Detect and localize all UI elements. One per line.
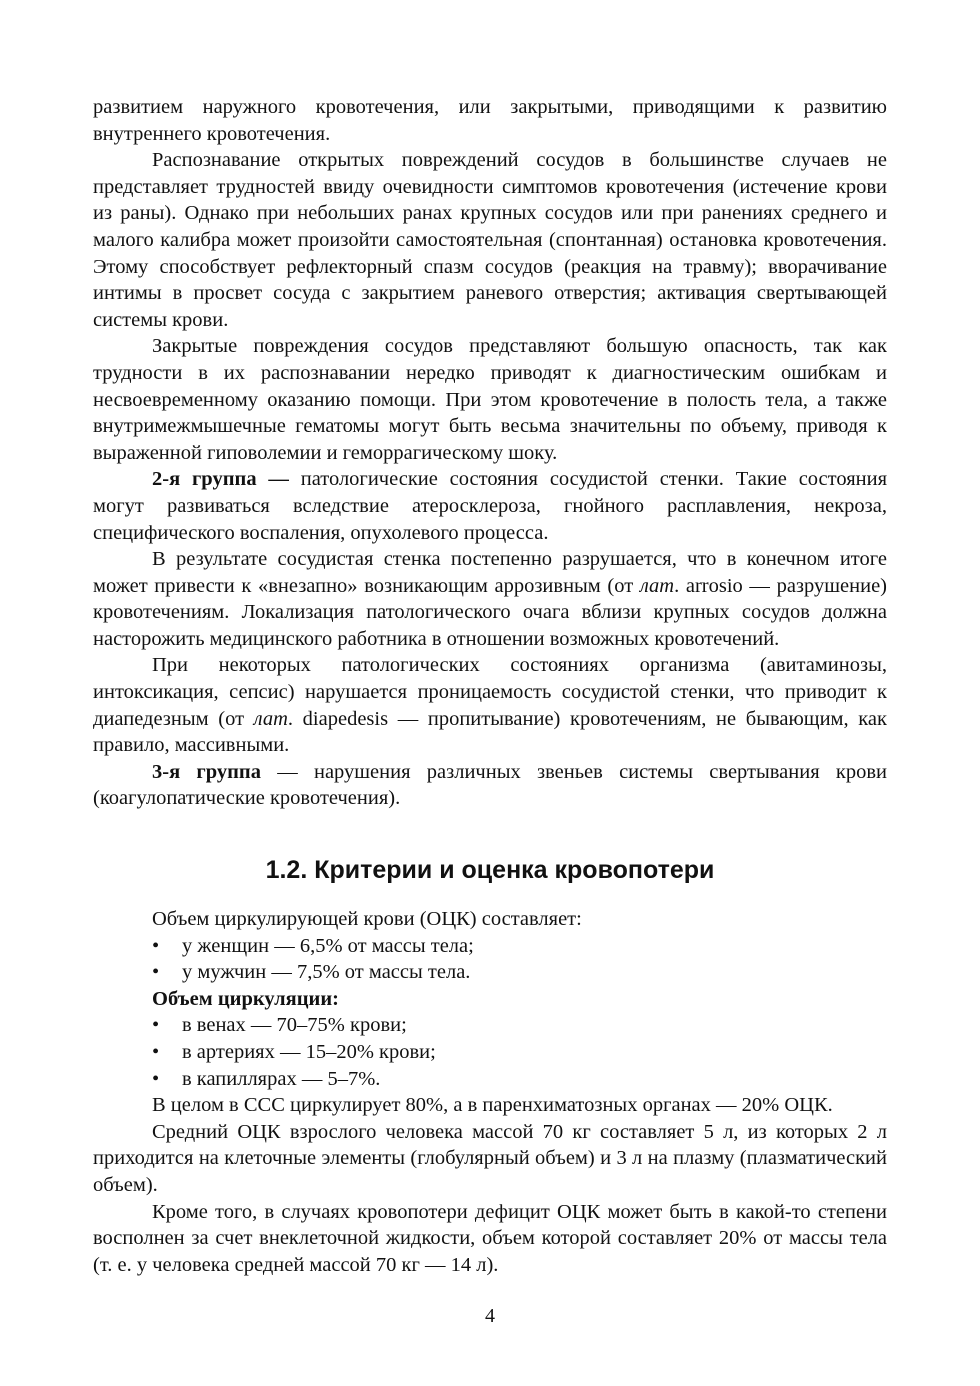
paragraph-css-circulation: В целом в ССС циркулирует 80%, а в паренхиматозных органах — 20% ОЦК. — [152, 1094, 833, 1117]
group-3-text: — нарушения различных звеньев системы свертывания крови (коагулопатические кровотечения). — [93, 760, 887, 810]
paragraph-group-3 — [93, 759, 887, 812]
bullet-icon: • — [152, 934, 160, 957]
bullet-icon: • — [152, 1014, 160, 1037]
list-item: • у мужчин — 7,5% от массы тела. — [93, 959, 887, 986]
group-2-text: патологические состояния сосудистой стенки. Такие состояния могут развиваться вследствие атеросклероза, гнойного расплавления, некроза, специфического воспаления, опухолевого процесса. — [93, 468, 888, 544]
paragraph-arrosive-bleeding: В результате сосудистая стенка постепенно разрушается, что в конечном итоге может привести к «внезапно» возникающим аррозивным (от лат. arrosio — разрушение) кровотечениям. Локализация патологического очага вблизи крупных сосудов должна насторожить медицинского работника в отношении возможных кровотечений. — [93, 548, 888, 650]
circulation-list — [93, 1012, 887, 1092]
list-item: • в артериях — 15–20% крови; — [93, 1039, 887, 1066]
bottom-text-section — [93, 906, 887, 1278]
group-2-label: 2-я группа — — [152, 468, 289, 491]
circulation-subheading: Объем циркуляции: — [152, 987, 339, 1010]
paragraph-deficit: Кроме того, в случаях кровопотери дефицит ОЦК может быть в какой-то степени восполнен за счет внеклеточной жидкости, объем которой составляет 20% от массы тела (т. е. у человека средней массой 70 кг — 14 л). — [93, 1200, 887, 1276]
top-text-section — [93, 94, 887, 812]
paragraph-diapedesis: При некоторых патологических состояниях организма (авитаминозы, интоксикация, сепсис) нарушается проницаемость сосудистой стенки, что приводит к диапедезным (от лат. diapedesis — пропитывание) кровотечениям, не бывающим, как правило, массивными. — [93, 654, 887, 757]
bullet-icon: • — [152, 1040, 160, 1063]
page-number: 4 — [485, 1305, 495, 1327]
bullet-icon: • — [152, 1067, 160, 1090]
paragraph-average-bcv: Средний ОЦК взрослого человека массой 70 кг составляет 5 л, из которых 2 л приходится на клеточные элементы (глобулярный объем) и 3 л на плазму (плазматический объем). — [93, 1120, 887, 1196]
paragraph-closed-injuries: Закрытые повреждения сосудов представляют большую опасность, так как трудности в их распознавании нередко приводят к диагностическим ошибкам и несвоевременному оказанию помощи. При этом кровотечение в полость тела, а также внутримежмышечные гематомы могут быть весьма значительны по объему, приводя к выраженной гиповолемии и геморрагическому шоку. — [93, 335, 887, 464]
list-item: • в капиллярах — 5–7%. — [93, 1066, 887, 1093]
list-item: • в венах — 70–75% крови; — [93, 1012, 887, 1039]
list-item: • у женщин — 6,5% от массы тела; — [93, 933, 887, 960]
paragraph-continuation: развитием наружного кровотечения, или закрытыми, приводящими к развитию внутреннего кровотечения. — [93, 96, 887, 145]
bcv-sex-list — [93, 933, 887, 986]
section-heading: 1.2. Критерии и оценка кровопотери — [265, 856, 715, 884]
bcv-intro: Объем циркулирующей крови (ОЦК) составляет: — [152, 908, 582, 930]
paragraph-group-2 — [93, 466, 887, 546]
bullet-icon: • — [152, 961, 160, 984]
paragraph-open-injuries: Распознавание открытых повреждений сосудов в большинстве случаев не представляет трудностей ввиду очевидности симптомов кровотечения (истечение крови из раны). Однако при небольших ранах крупных сосудов или при ранениях среднего и малого калибра может произойти самостоятельная (спонтанная) остановка кровотечения. Этому способствует рефлекторный спазм сосудов (реакция на травму); вворачивание интимы в просвет сосуда с закрытием раневого отверстия; активация свертывающей системы крови. — [93, 149, 887, 331]
group-3-label: 3-я группа — [152, 760, 261, 783]
